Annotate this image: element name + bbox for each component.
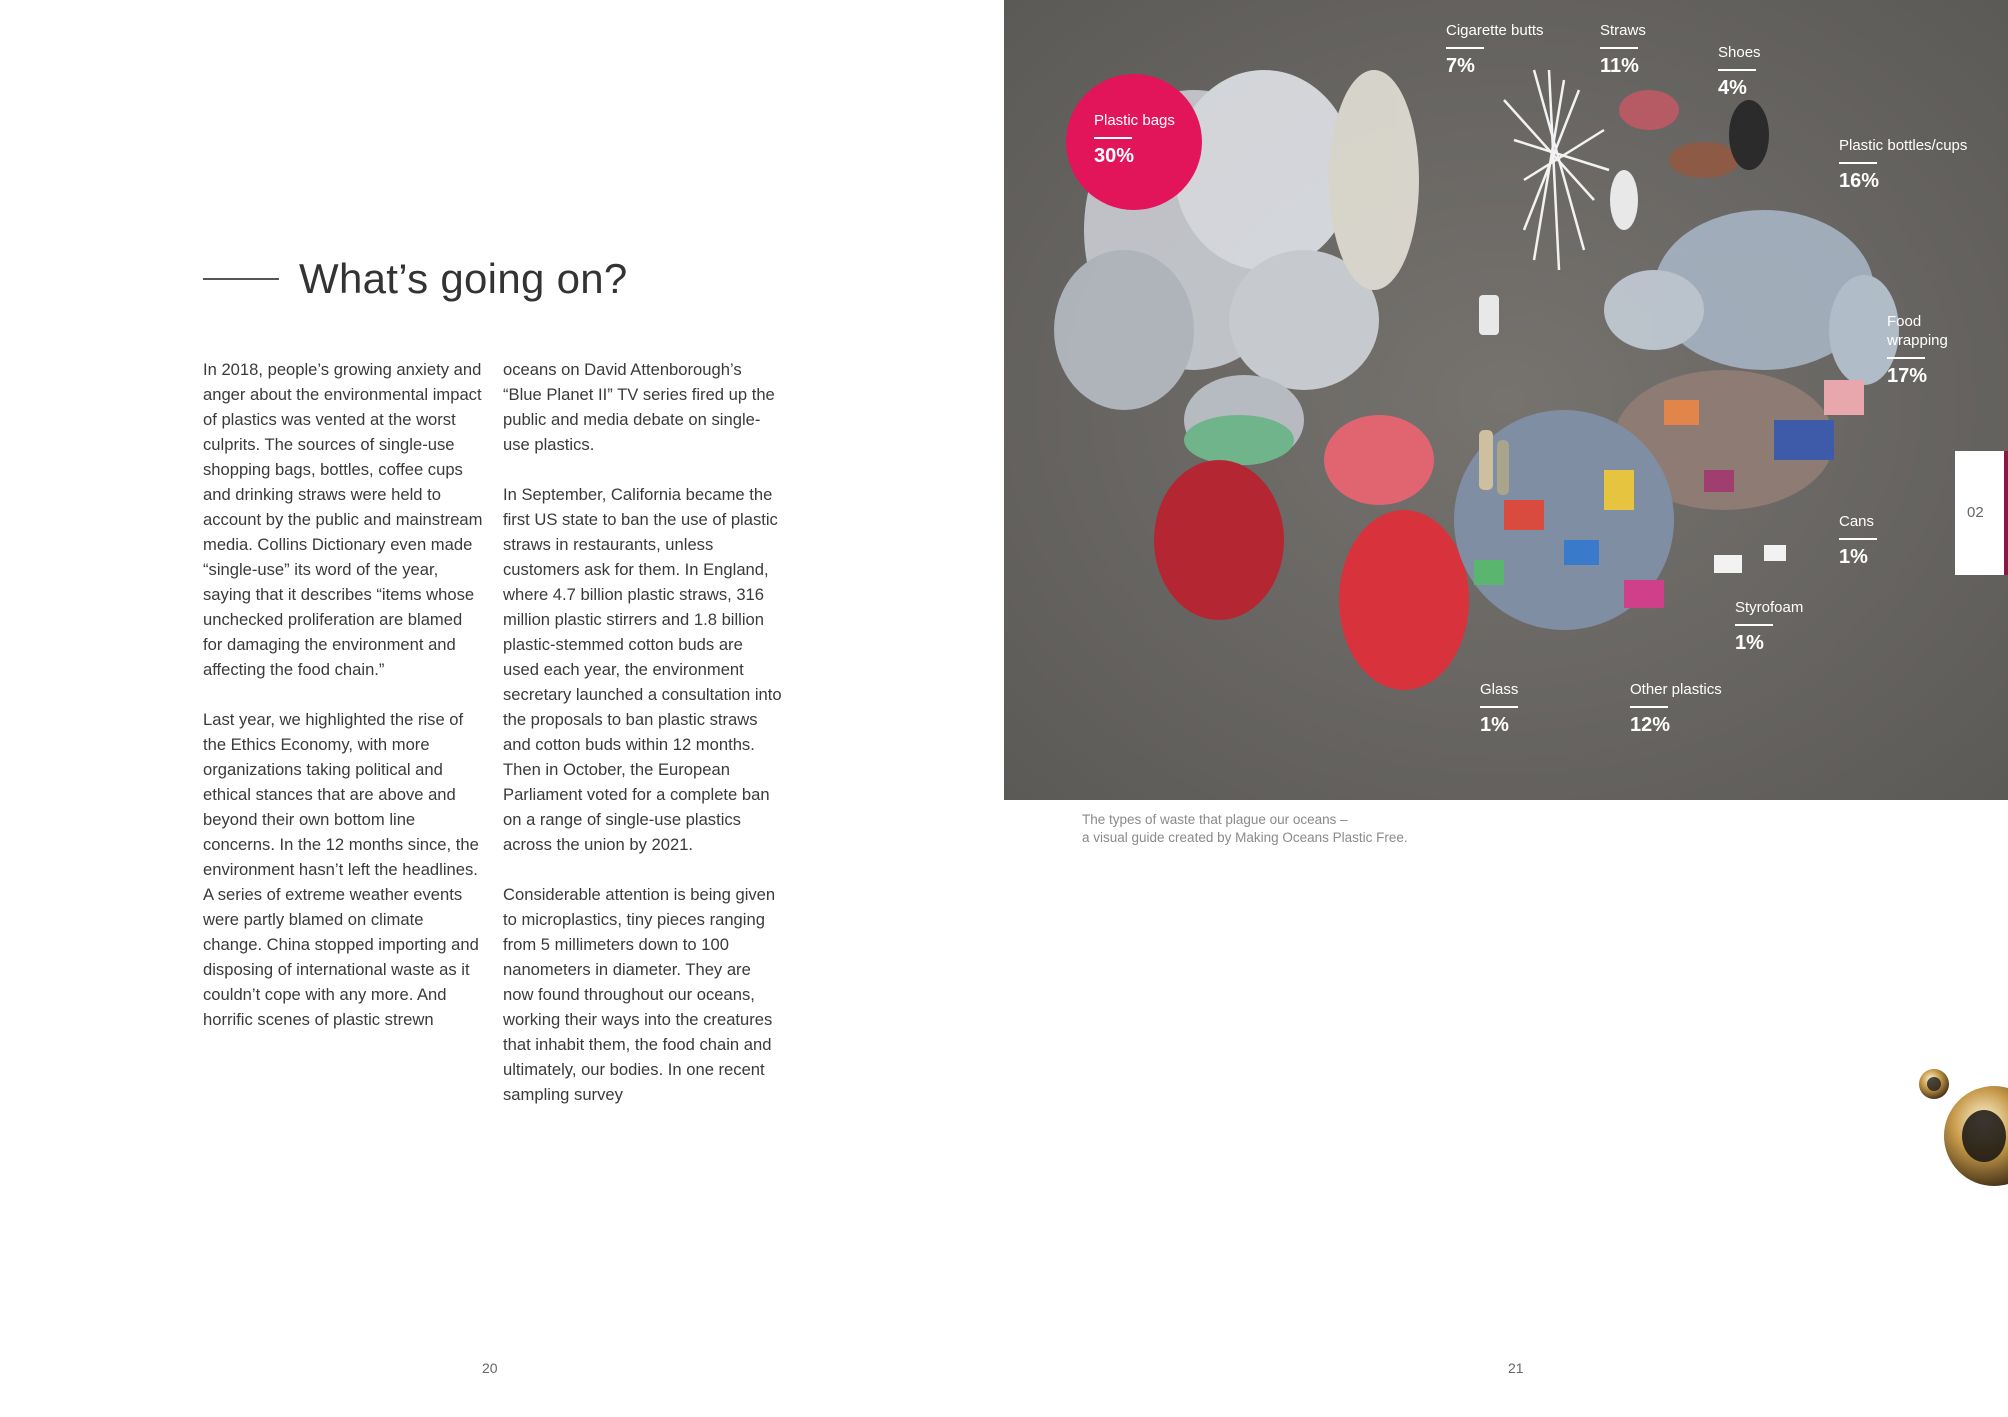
waste-label-name: Shoes <box>1718 44 1761 61</box>
caption-line: The types of waste that plague our oceans – <box>1082 812 1348 827</box>
label-rule <box>1094 137 1132 139</box>
paragraph: Considerable attention is being given to microplastics, tiny pieces ranging from 5 millimeters down to 100 nanometers in diameter. They are now found throughout our oceans, working their ways into the creatures that inhabit them, the food chain and ultimately, our bodies. In one recent sampling survey <box>503 885 776 1104</box>
section-heading <box>203 255 628 303</box>
waste-label-name: Plastic bags <box>1094 112 1175 129</box>
paragraph: In 2018, people’s growing anxiety and anger about the environmental impact of plastics was vented at the worst culprits. The sources of single-use shopping bags, bottles, coffee cups and drinking straws were held to account by the public and mainstream media. Collins Dictionary even made “single-use” its word of the year, saying that it describes “items whose unchecked proliferation are blamed for damaging the environment and affecting the food chain.” <box>203 360 483 679</box>
section-tab[interactable] <box>1955 451 2008 575</box>
waste-label-shoes <box>1718 43 1761 98</box>
waste-label-value: 11% <box>1600 55 1639 77</box>
plastic-bags-badge <box>1066 74 1202 210</box>
photo-caption <box>1082 811 1408 847</box>
waste-label-value: 12% <box>1630 714 1671 736</box>
section-tab-bar <box>2004 451 2008 575</box>
waste-label-value: 16% <box>1839 170 1880 192</box>
label-rule <box>1839 162 1877 164</box>
paragraph: In September, California became the first US state to ban the use of plastic straws in restaurants, unless customers ask for them. In England, where 4.7 billion plastic straws, 316 million plastic stirrers and 1.8 billion plastic-stemmed cotton buds are used each year, the environment secretary launched a consultation into the proposals to ban plastic straws and cotton buds within 12 months. Then in October, the European Parliament voted for a complete ban on a range of single-use plastics across the union by 2021. <box>503 485 782 854</box>
waste-label-cans <box>1839 512 1877 567</box>
paragraph: oceans on David Attenborough’s “Blue Planet II” TV series fired up the public and media debate on single-use plastics. <box>503 360 775 454</box>
waste-label-name: Other plastics <box>1630 681 1722 698</box>
waste-label-other-plastics <box>1630 680 1722 735</box>
waste-label-name: Plastic bottles/cups <box>1839 137 1968 154</box>
waste-label-value: 4% <box>1718 77 1747 99</box>
page-number: 20 <box>482 1360 498 1376</box>
heading-rule <box>203 278 279 280</box>
waste-label-name: Styrofoam <box>1735 599 1804 616</box>
waste-label-cigarette-butts <box>1446 21 1544 76</box>
section-number: 02 <box>1967 504 1984 521</box>
label-rule <box>1718 69 1756 71</box>
waste-label-name: Cans <box>1839 513 1875 530</box>
label-rule <box>1735 624 1773 626</box>
label-rule <box>1600 47 1638 49</box>
waste-photo <box>1004 0 2008 800</box>
label-rule <box>1630 706 1668 708</box>
page-number: 21 <box>1508 1360 1524 1376</box>
paragraph: Last year, we highlighted the rise of the Ethics Economy, with more organizations taking political and ethical stances that are above and beyond their own bottom line concerns. In the 12 months since, the environment hasn’t left the headlines. A series of extreme weather events were partly blamed on climate change. China stopped importing and disposing of international waste as it couldn’t cope with any more. And horrific scenes of plastic strewn <box>203 710 479 1029</box>
caption-line: a visual guide created by Making Oceans Plastic Free. <box>1082 830 1408 845</box>
text-column-2 <box>503 357 783 1132</box>
waste-label-value: 1% <box>1480 714 1509 736</box>
waste-label-name-line2: wrapping <box>1887 332 1948 349</box>
text-column-1 <box>203 357 483 1057</box>
waste-label-food-wrapping <box>1887 312 1948 386</box>
waste-label-straws <box>1600 21 1646 76</box>
waste-label-styrofoam <box>1735 598 1803 653</box>
waste-label-name: Cigarette butts <box>1446 22 1544 39</box>
waste-label-plastic-bottles-cups <box>1839 136 1967 191</box>
waste-label-glass <box>1480 680 1518 735</box>
waste-label-value: 1% <box>1735 632 1764 654</box>
waste-label-plastic-bags <box>1094 111 1175 166</box>
waste-label-name-line1: Food <box>1887 313 1922 330</box>
waste-label-value: 30% <box>1094 145 1135 167</box>
waste-label-name: Glass <box>1480 681 1519 698</box>
label-rule <box>1839 538 1877 540</box>
right-page <box>1004 0 2008 1417</box>
label-rule <box>1887 357 1925 359</box>
label-rule <box>1480 706 1518 708</box>
waste-label-value: 7% <box>1446 55 1475 77</box>
label-rule <box>1446 47 1484 49</box>
waste-label-value: 17% <box>1887 365 1928 387</box>
page-title: What’s going on? <box>299 255 628 302</box>
waste-label-value: 1% <box>1839 546 1868 568</box>
decorative-bubbles-graphic <box>1912 1066 2008 1198</box>
waste-label-name: Straws <box>1600 22 1646 39</box>
